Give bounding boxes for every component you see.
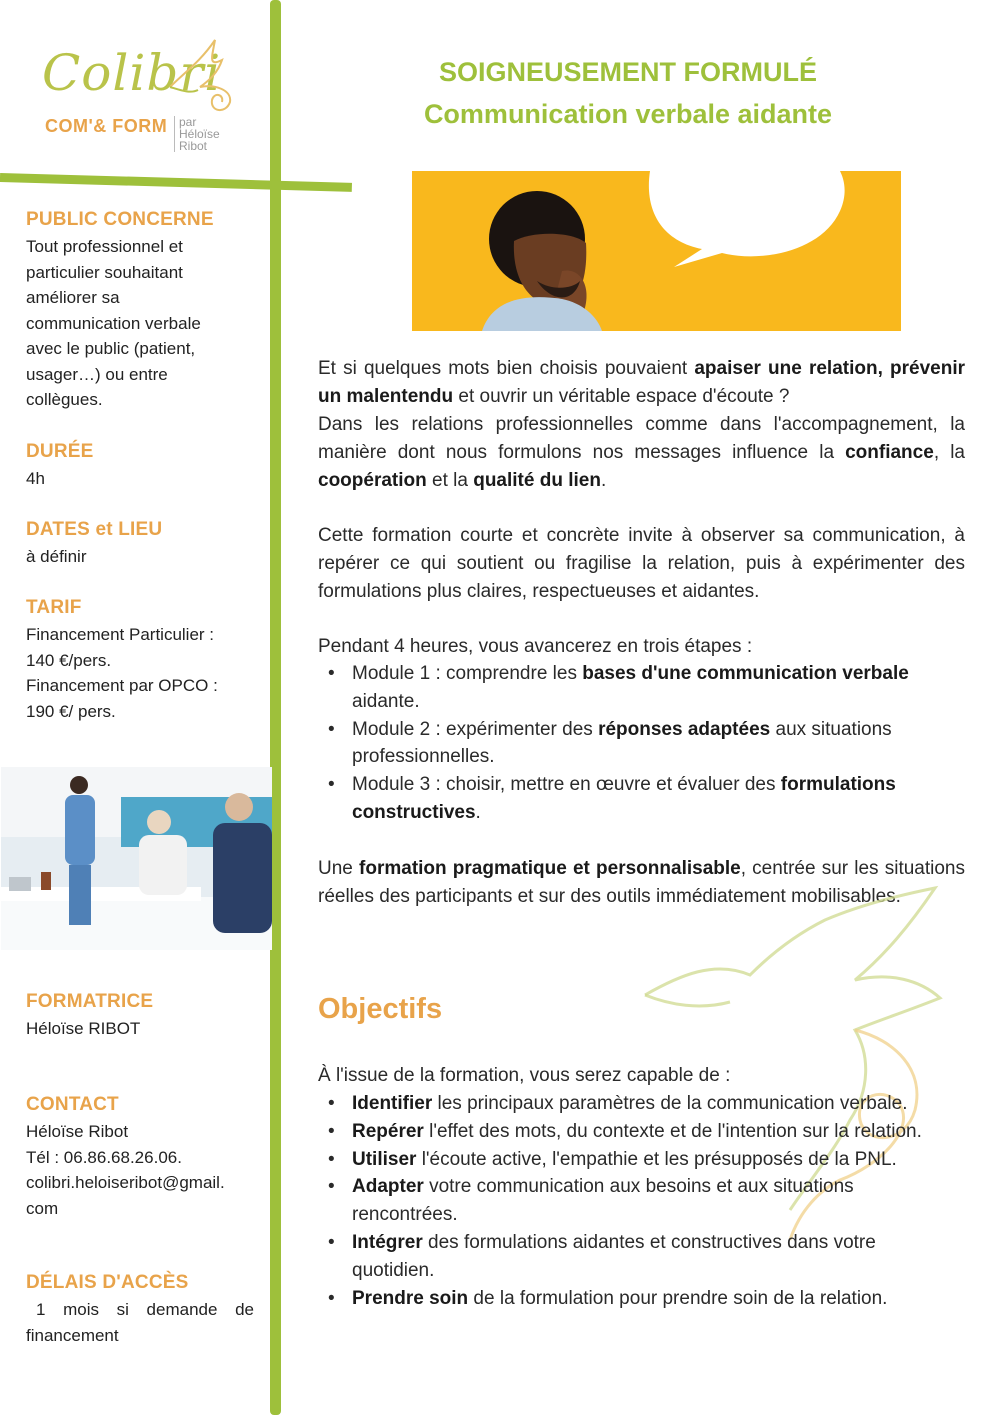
medical-consultation-photo [1, 767, 272, 950]
formatrice-heading: FORMATRICE [26, 991, 154, 1012]
etapes-intro: Pendant 4 heures, vous avancerez en trois étapes : [318, 636, 753, 657]
dates-heading: DATES et LIEU [26, 519, 163, 540]
logo-script-text: Colibri [42, 44, 222, 102]
intro-paragraph-2: Dans les relations professionnelles comme dans l'accompagnement, la manière dont nous formulons nos messages influence la confiance, la coopération et la qualité du lien. [318, 414, 965, 491]
delais-section [26, 1272, 254, 1348]
contact-email: colibri.heloiseribot@gmail. [26, 1173, 225, 1192]
formation-description: Cette formation courte et concrète invite à observer sa communication, à repérer ce qui soutient ou fragilise la relation, puis à expérimenter des formulations plus claires, respectueuses et aidantes. [318, 525, 965, 602]
list-item: • Identifier les principaux paramètres de la communication verbale. [318, 1090, 938, 1118]
formation-summary: Une formation pragmatique et personnalisable, centrée sur les situations réelles des participants et sur des outils immédiatement mobilisables. [318, 858, 965, 907]
logo-subtitle: COM'& FORM [45, 116, 168, 136]
colibri-logo [40, 34, 250, 164]
tarif-heading: TARIF [26, 597, 82, 618]
horizontal-divider [0, 173, 352, 192]
formatrice-name: Héloïse RIBOT [26, 1019, 141, 1038]
logo-par-text: par Héloïse Ribot [174, 116, 220, 152]
delais-heading: DÉLAIS D'ACCÈS [26, 1272, 189, 1293]
contact-name: Héloïse Ribot [26, 1122, 129, 1141]
objectifs-heading: Objectifs [318, 993, 443, 1025]
list-item: • Adapter votre communication aux besoins et aux situations rencontrées. [318, 1173, 938, 1229]
public-concerne-text: Tout professionnel et particulier souhaitant améliorer sa communication verbale avec le public (patient, usager…) ou entre collègues. [26, 237, 201, 409]
list-item: • Module 3 : choisir, mettre en œuvre et évaluer des formulations constructives. [318, 771, 958, 827]
list-item: • Prendre soin de la formulation pour prendre soin de la relation. [318, 1285, 958, 1313]
tarif-text: Financement Particulier : 140 €/pers. Financement par OPCO : 190 €/ pers. [26, 625, 218, 721]
list-item: • Module 1 : comprendre les bases d'une communication verbale aidante. [318, 660, 958, 716]
hummingbird-logo-icon [160, 32, 240, 122]
objectifs-intro: À l'issue de la formation, vous serez capable de : [318, 1065, 731, 1086]
public-concerne-section [26, 209, 261, 413]
public-concerne-heading: PUBLIC CONCERNE [26, 209, 214, 230]
duree-value: 4h [26, 469, 45, 488]
list-item: • Intégrer des formulations aidantes et constructives dans votre quotidien. [318, 1229, 938, 1285]
list-item: • Utiliser l'écoute active, l'empathie et les présupposés de la PNL. [318, 1146, 958, 1174]
duree-section [26, 441, 261, 492]
tarif-section [26, 597, 261, 724]
hero-speech-photo [412, 171, 901, 331]
formatrice-section [26, 991, 261, 1042]
intro-paragraph-1: Et si quelques mots bien choisis pouvaient apaiser une relation, prévenir un malentendu et ouvrir un véritable espace d'écoute ? [318, 358, 965, 407]
delais-text: 1 mois si demande de financement [26, 1300, 254, 1345]
list-item: • Repérer l'effet des mots, du contexte et de l'intention sur la relation. [318, 1118, 938, 1146]
vertical-divider [270, 0, 281, 1415]
page-title: SOIGNEUSEMENT FORMULÉ [438, 57, 817, 87]
list-item: • Module 2 : expérimenter des réponses adaptées aux situations professionnelles. [318, 716, 958, 772]
contact-section [26, 1094, 261, 1221]
modules-list [318, 660, 958, 827]
contact-heading: CONTACT [26, 1094, 119, 1115]
duree-heading: DURÉE [26, 441, 94, 462]
page-subtitle: Communication verbale aidante [423, 99, 833, 129]
contact-phone: Tél : 06.86.68.26.06. [26, 1147, 182, 1167]
contact-details: Héloïse Ribot Tél : 06.86.68.26.06. colibri.heloiseribot@gmail. com [26, 1119, 261, 1221]
dates-value: à définir [26, 547, 87, 566]
objectifs-list [318, 1090, 938, 1312]
dates-section [26, 519, 261, 570]
